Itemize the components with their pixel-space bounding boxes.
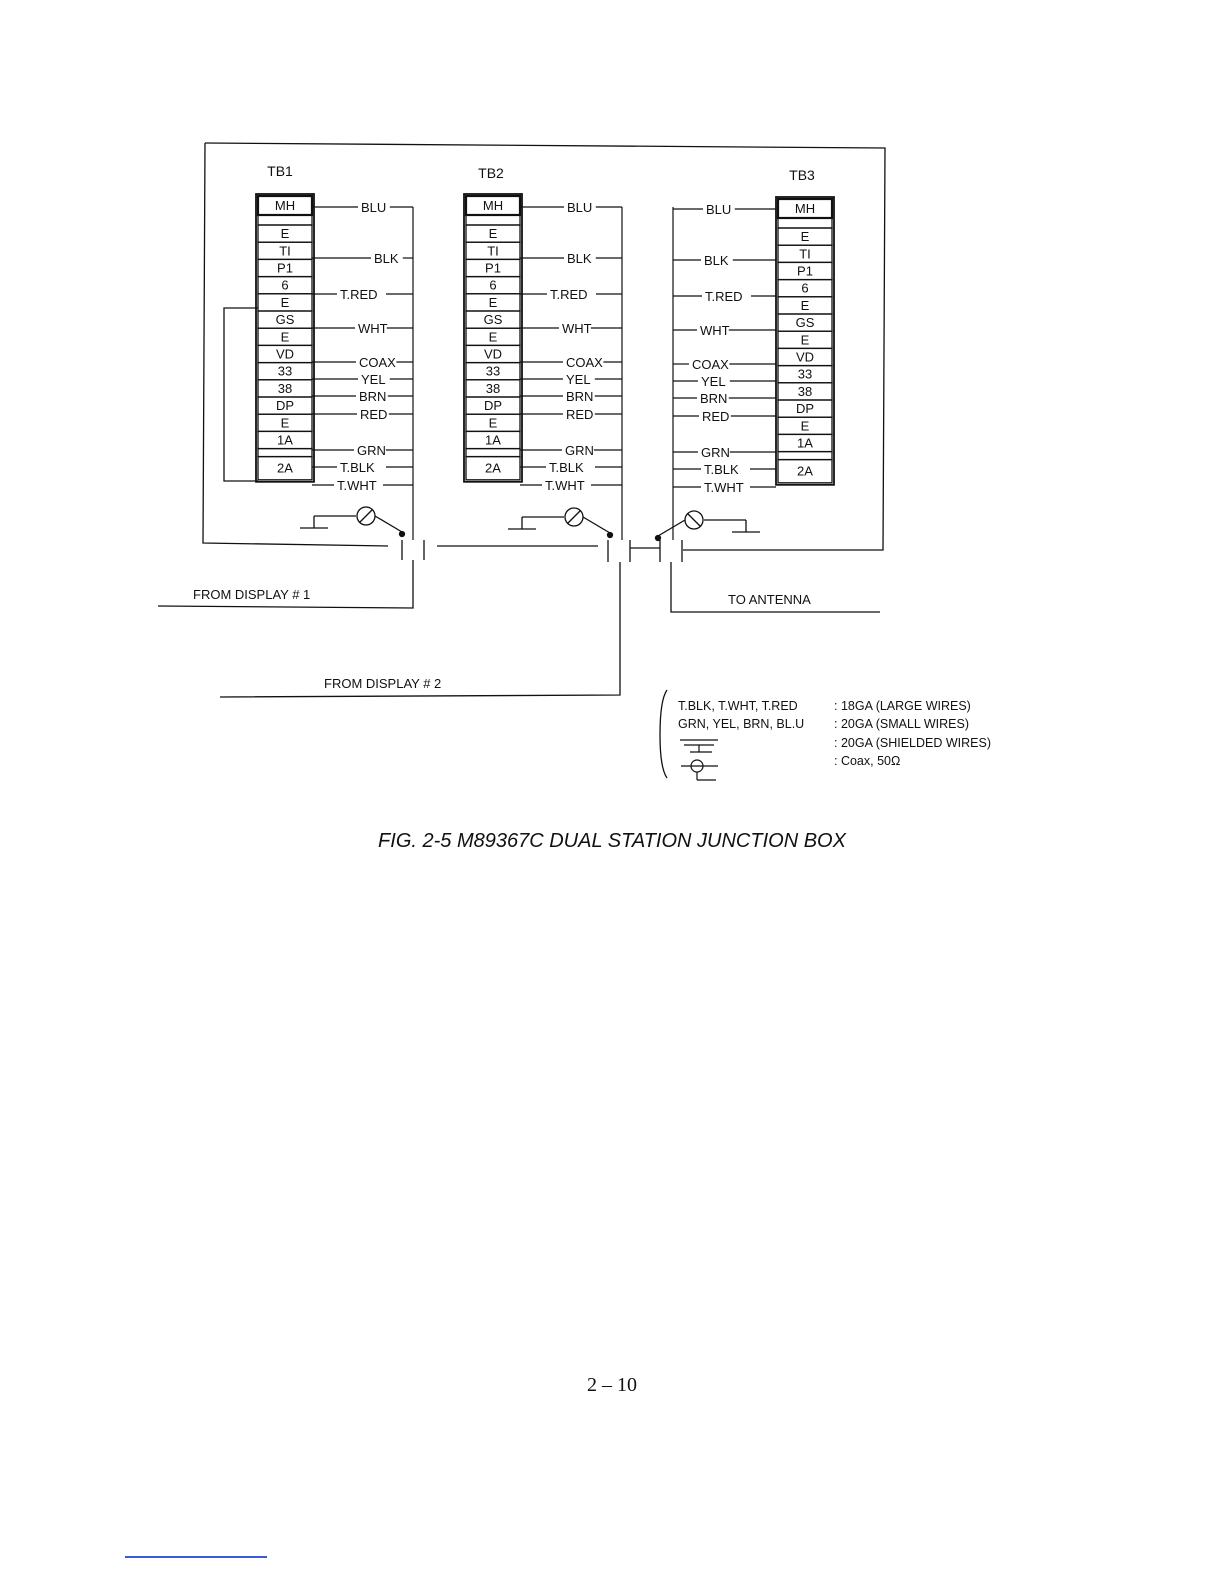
terminal-label-1a: 1A [485,432,501,448]
wire-group-tb3 [673,202,776,540]
legend-key-small-wires: GRN, YEL, BRN, BL.U [678,717,805,731]
terminal-block-tb3 [776,167,834,485]
terminal-label-e: E [800,297,810,313]
terminal-label-mh: MH [274,198,296,213]
ground-symbol [508,508,613,538]
terminal-label-p1: P1 [277,260,293,276]
coax-legend-symbol [681,760,718,780]
wire-label-yel: YEL [361,372,386,387]
cable-gland-1 [402,540,424,560]
wire-label-coax: COAX [692,357,729,372]
terminal-label-1a: 1A [797,435,813,451]
terminal-label-vd: VD [275,346,295,362]
terminal-label-p1: P1 [797,263,813,279]
wire-label-brn: BRN [566,389,594,404]
wire-label-t-blk: T.BLK [340,460,375,475]
wire-label-blk: BLK [704,253,729,268]
terminal-label-vd: VD [795,349,815,365]
wire-label-grn: GRN [357,443,386,458]
terminal-label-e: E [488,415,498,431]
legend-desc-small-wires: : 20GA (SMALL WIRES) [834,717,969,731]
terminal-label-ti: TI [799,246,811,262]
wire-label-coax: COAX [566,355,603,370]
wire-label-grn: GRN [565,443,594,458]
legend-desc-coax: : Coax, 50Ω [834,754,901,768]
terminal-label-e: E [488,294,498,310]
terminal-cell [778,218,832,228]
wire-label-blu: BLU [567,200,593,215]
wire-label-t-red: T.RED [550,287,588,302]
wire-label-red: RED [702,409,730,424]
terminal-block-tb2 [464,165,522,482]
terminal-label-e: E [280,329,290,345]
wire-label-t-red: T.RED [705,289,743,304]
terminal-label-38: 38 [485,380,501,396]
cable-label-display-1: FROM DISPLAY # 1 [193,587,311,602]
terminal-label-vd: VD [483,346,503,362]
wire-label-wht: WHT [562,321,592,336]
terminal-label-dp: DP [795,401,815,417]
shielded-wire-legend-symbol [680,740,718,752]
terminal-label-33: 33 [797,366,813,382]
terminal-cell [258,449,312,457]
cable-label-display-2: FROM DISPLAY # 2 [324,676,442,691]
wire-label-blu: BLU [361,200,387,215]
terminal-label-6: 6 [801,280,809,296]
legend-key-large-wires: T.BLK, T.WHT, T.RED [678,699,798,713]
wire-label-blk: BLK [567,251,592,266]
terminal-label-2a: 2A [485,460,501,476]
terminal-label-38: 38 [797,383,813,399]
terminal-label-38: 38 [277,380,293,396]
wire-label-wht: WHT [358,321,388,336]
wire-label-grn: GRN [701,445,730,460]
cable-label-antenna: TO ANTENNA [728,592,811,607]
terminal-label-mh: MH [482,198,504,213]
bottom-rule [125,1556,267,1558]
terminal-block-tb1 [256,163,314,482]
wire-label-t-wht: T.WHT [545,478,585,493]
terminal-cell [466,449,520,457]
terminal-label-dp: DP [483,398,503,414]
terminal-label-e: E [280,294,290,310]
wire-label-t-blk: T.BLK [704,462,739,477]
terminal-label-1a: 1A [277,432,293,448]
terminal-cell [466,215,520,225]
wire-label-t-blk: T.BLK [549,460,584,475]
legend-desc-large-wires: : 18GA (LARGE WIRES) [834,699,971,713]
legend-bracket [660,690,667,778]
wire-group-tb2 [520,200,622,540]
terminal-label-p1: P1 [485,260,501,276]
legend-desc-shielded-wires: : 20GA (SHIELDED WIRES) [834,736,991,750]
terminal-label-e: E [488,226,498,242]
terminal-block-title: TB3 [789,167,815,183]
figure-caption: FIG. 2-5 M89367C DUAL STATION JUNCTION BOX [378,830,846,852]
wire-label-yel: YEL [701,374,726,389]
terminal-label-gs: GS [795,315,815,331]
terminal-label-e: E [280,226,290,242]
terminal-label-6: 6 [489,277,497,293]
ground-symbol [300,507,405,537]
terminal-label-33: 33 [277,363,293,379]
wire-label-brn: BRN [359,389,387,404]
wire-label-red: RED [566,407,594,422]
terminal-label-ti: TI [279,243,291,259]
terminal-label-6: 6 [281,277,289,293]
cable-gland-2 [608,540,682,562]
terminal-label-e: E [800,418,810,434]
terminal-label-ti: TI [487,243,499,259]
terminal-label-e: E [800,332,810,348]
terminal-label-2a: 2A [797,463,813,479]
terminal-label-gs: GS [483,312,503,328]
wire-group-tb1 [312,200,413,540]
wire-label-brn: BRN [700,391,728,406]
terminal-label-e: E [488,329,498,345]
wire-label-blu: BLU [706,202,732,217]
terminal-label-e: E [280,415,290,431]
terminal-label-2a: 2A [277,460,293,476]
terminal-cell [778,452,832,460]
wire-label-t-red: T.RED [340,287,378,302]
wire-label-t-wht: T.WHT [704,480,744,495]
terminal-label-mh: MH [794,201,816,216]
page-number: 2 – 10 [587,1374,637,1396]
terminal-cell [258,215,312,225]
wire-label-yel: YEL [566,372,591,387]
wire-label-wht: WHT [700,323,730,338]
wire-label-red: RED [360,407,388,422]
terminal-block-title: TB2 [478,165,504,181]
terminal-label-33: 33 [485,363,501,379]
terminal-label-e: E [800,229,810,245]
wire-label-coax: COAX [359,355,396,370]
wire-label-t-wht: T.WHT [337,478,377,493]
wire-label-blk: BLK [374,251,399,266]
terminal-block-title: TB1 [267,163,293,179]
tb1-jumper-loop [224,308,258,481]
ground-symbol [656,511,761,541]
terminal-label-gs: GS [275,312,295,328]
terminal-label-dp: DP [275,398,295,414]
